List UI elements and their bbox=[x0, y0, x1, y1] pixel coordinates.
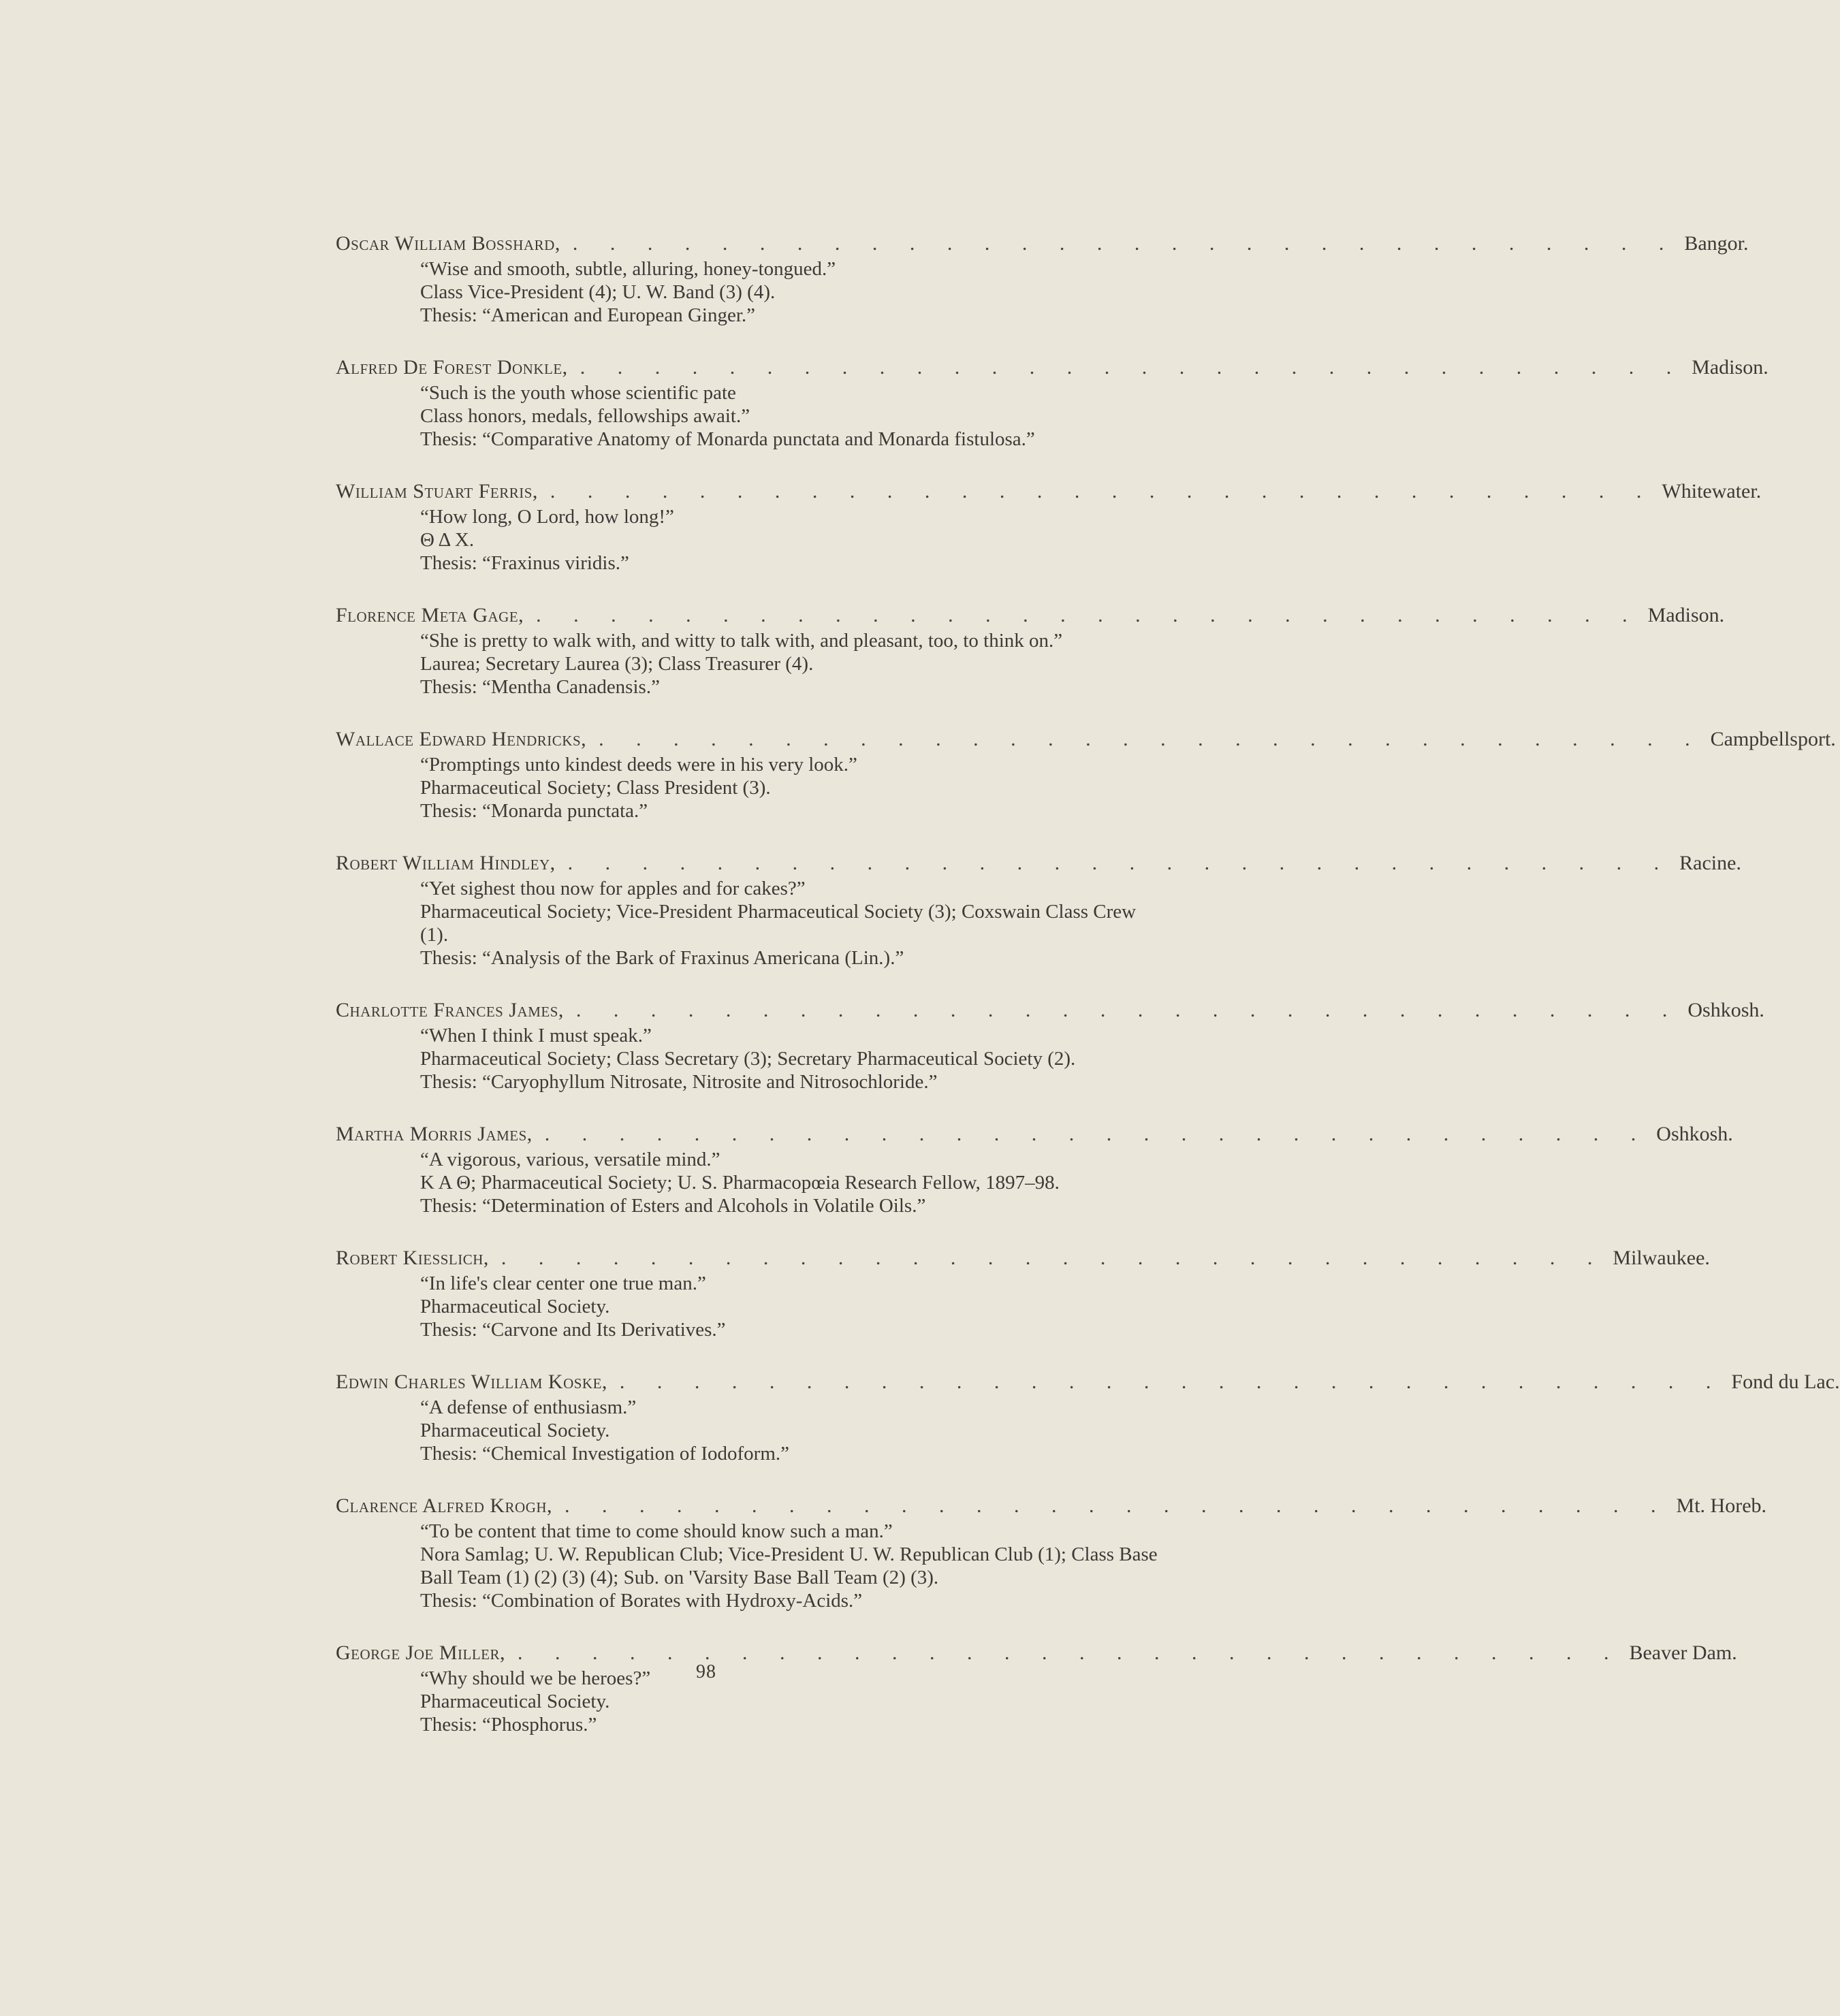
entry-heading bbox=[336, 997, 1764, 1024]
entry-honors: Pharmaceutical Society; Class Secretary (3); Secretary Pharmaceutical Society (2). bbox=[420, 1048, 1076, 1070]
entry-thesis: Thesis: “Carvone and Its Derivatives.” bbox=[420, 1319, 726, 1341]
entry-thesis: Thesis: “Phosphorus.” bbox=[420, 1714, 597, 1735]
entry-thesis: Thesis: “Chemical Investigation of Iodoform.” bbox=[420, 1443, 789, 1465]
entry-thesis: Thesis: “Comparative Anatomy of Monarda punctata and Monarda fistulosa.” bbox=[420, 428, 1035, 450]
graduate-name: Alfred De Forest Donkle, bbox=[336, 356, 568, 379]
entry-honors: Class honors, medals, fellowships await.” bbox=[420, 405, 750, 427]
hometown: Beaver Dam. bbox=[1629, 1642, 1737, 1664]
entry-honors: Pharmaceutical Society. bbox=[420, 1691, 610, 1712]
graduate-entry bbox=[336, 1121, 1733, 1217]
hometown: Oshkosh. bbox=[1687, 999, 1764, 1021]
entry-heading bbox=[336, 354, 1768, 381]
entry-quote: “A vigorous, various, versatile mind.” bbox=[420, 1149, 720, 1170]
entry-thesis: Thesis: “Determination of Esters and Alcohols in Volatile Oils.” bbox=[420, 1195, 926, 1217]
hometown: Campbellsport. bbox=[1710, 728, 1836, 750]
entry-quote: “How long, O Lord, how long!” bbox=[420, 506, 674, 528]
graduate-entry bbox=[336, 1245, 1710, 1341]
hometown: Bangor. bbox=[1684, 232, 1749, 255]
entry-heading bbox=[336, 478, 1762, 505]
dot-leader: . . . . . . . . . . . . . . . . . . . . . . . . . . . . . . bbox=[517, 1642, 1623, 1664]
entry-thesis: Thesis: “Analysis of the Bark of Fraxinus Americana (Lin.).” bbox=[420, 947, 904, 969]
graduate-entry bbox=[336, 1492, 1767, 1612]
entry-details bbox=[336, 1520, 1163, 1612]
entry-details bbox=[336, 629, 1163, 699]
entry-heading bbox=[336, 1492, 1767, 1520]
graduate-name: George Joe Miller, bbox=[336, 1642, 505, 1664]
entry-heading bbox=[336, 602, 1725, 629]
graduate-name: Robert Kiesslich, bbox=[336, 1247, 489, 1269]
graduate-name: Edwin Charles William Koske, bbox=[336, 1371, 607, 1393]
hometown: Racine. bbox=[1679, 852, 1741, 874]
hometown: Whitewater. bbox=[1662, 480, 1762, 502]
hometown: Madison. bbox=[1647, 604, 1725, 626]
graduate-entry bbox=[336, 354, 1768, 451]
hometown: Madison. bbox=[1692, 356, 1768, 379]
graduate-entry bbox=[336, 602, 1725, 699]
entry-quote: “Wise and smooth, subtle, alluring, honey-tongued.” bbox=[420, 258, 836, 280]
entry-heading bbox=[336, 850, 1741, 877]
dot-leader: . . . . . . . . . . . . . . . . . . . . . . . . . . . . . . bbox=[567, 852, 1673, 874]
graduate-entry bbox=[336, 1639, 1737, 1736]
entry-heading bbox=[336, 1369, 1840, 1396]
graduate-name: Robert William Hindley, bbox=[336, 852, 556, 874]
entry-thesis: Thesis: “Mentha Canadensis.” bbox=[420, 676, 660, 698]
graduate-list bbox=[336, 230, 1840, 1763]
entry-quote: “A defense of enthusiasm.” bbox=[420, 1396, 637, 1418]
graduate-entry bbox=[336, 726, 1836, 822]
graduate-entry bbox=[336, 850, 1741, 970]
page-number: 98 bbox=[696, 1661, 716, 1682]
entry-honors: Nora Samlag; U. W. Republican Club; Vice-President U. W. Republican Club (1); Class Base Ball Team (1) (2) (3) (4); Sub. on 'Varsity Base Ball Team (2) (3). bbox=[420, 1543, 1158, 1588]
graduate-name: Martha Morris James, bbox=[336, 1123, 533, 1145]
dot-leader: . . . . . . . . . . . . . . . . . . . . . . . . . . . . . . bbox=[575, 999, 1681, 1021]
hometown: Mt. Horeb. bbox=[1676, 1494, 1767, 1517]
graduate-name: Oscar William Bosshard, bbox=[336, 232, 560, 255]
dot-leader: . . . . . . . . . . . . . . . . . . . . . . . . . . . . . . bbox=[580, 356, 1685, 379]
entry-details bbox=[336, 753, 1163, 822]
hometown: Milwaukee. bbox=[1613, 1247, 1710, 1269]
dot-leader: . . . . . . . . . . . . . . . . . . . . . . . . . . . . . . bbox=[501, 1247, 1606, 1269]
dot-leader: . . . . . . . . . . . . . . . . . . . . . . . . . . . . . . bbox=[599, 728, 1704, 750]
entry-heading bbox=[336, 726, 1836, 753]
graduate-name: Clarence Alfred Krogh, bbox=[336, 1494, 553, 1517]
dot-leader: . . . . . . . . . . . . . . . . . . . . . . . . . . . . . . bbox=[544, 1123, 1650, 1145]
dot-leader: . . . . . . . . . . . . . . . . . . . . . . . . . . . . . . bbox=[550, 480, 1655, 502]
entry-honors: Pharmaceutical Society. bbox=[420, 1420, 610, 1441]
entry-thesis: Thesis: “Caryophyllum Nitrosate, Nitrosite and Nitrosochloride.” bbox=[420, 1071, 938, 1093]
entry-honors: Θ Δ Χ. bbox=[420, 529, 475, 551]
entry-quote: “When I think I must speak.” bbox=[420, 1025, 652, 1046]
entry-details bbox=[336, 1272, 1163, 1341]
entry-thesis: Thesis: “Monarda punctata.” bbox=[420, 800, 648, 822]
entry-honors: Pharmaceutical Society. bbox=[420, 1296, 610, 1317]
entry-quote: “Promptings unto kindest deeds were in his very look.” bbox=[420, 754, 857, 775]
graduate-entry bbox=[336, 997, 1764, 1093]
entry-details bbox=[336, 1024, 1163, 1093]
entry-details bbox=[336, 1148, 1163, 1217]
entry-details bbox=[336, 381, 1163, 451]
entry-thesis: Thesis: “Fraxinus viridis.” bbox=[420, 552, 629, 574]
entry-details bbox=[336, 1396, 1163, 1465]
graduate-name: Florence Meta Gage, bbox=[336, 604, 524, 626]
entry-quote: “Such is the youth whose scientific pate bbox=[420, 382, 736, 404]
entry-quote: “Yet sighest thou now for apples and for cakes?” bbox=[420, 878, 806, 899]
graduate-name: William Stuart Ferris, bbox=[336, 480, 538, 502]
graduate-entry bbox=[336, 230, 1749, 327]
dot-leader: . . . . . . . . . . . . . . . . . . . . . . . . . . . . . . bbox=[536, 604, 1641, 626]
entry-honors: Pharmaceutical Society; Class President (3). bbox=[420, 777, 771, 799]
hometown: Fond du Lac. bbox=[1731, 1371, 1840, 1393]
graduate-entry bbox=[336, 478, 1762, 575]
graduate-name: Charlotte Frances James, bbox=[336, 999, 564, 1021]
hometown: Oshkosh. bbox=[1656, 1123, 1733, 1145]
dot-leader: . . . . . . . . . . . . . . . . . . . . . . . . . . . . . . bbox=[572, 232, 1678, 255]
entry-details bbox=[336, 877, 1163, 970]
entry-heading bbox=[336, 1245, 1710, 1272]
graduate-entry bbox=[336, 1369, 1840, 1465]
entry-details bbox=[336, 257, 1163, 327]
dot-leader: . . . . . . . . . . . . . . . . . . . . . . . . . . . . . . bbox=[619, 1371, 1725, 1393]
entry-honors: Pharmaceutical Society; Vice-President Pharmaceutical Society (3); Coxswain Class Crew (1). bbox=[420, 901, 1137, 946]
entry-quote: “To be content that time to come should know such a man.” bbox=[420, 1520, 893, 1542]
entry-thesis: Thesis: “American and European Ginger.” bbox=[420, 304, 756, 326]
entry-heading bbox=[336, 1121, 1733, 1148]
entry-honors: Κ Α Θ; Pharmaceutical Society; U. S. Pharmacopœia Research Fellow, 1897–98. bbox=[420, 1172, 1060, 1194]
entry-quote: “She is pretty to walk with, and witty to talk with, and pleasant, too, to think on.” bbox=[420, 630, 1063, 652]
entry-details bbox=[336, 505, 1163, 575]
graduate-name: Wallace Edward Hendricks, bbox=[336, 728, 587, 750]
entry-quote: “Why should we be heroes?” bbox=[420, 1667, 651, 1689]
entry-quote: “In life's clear center one true man.” bbox=[420, 1273, 706, 1294]
entry-heading bbox=[336, 230, 1749, 257]
dot-leader: . . . . . . . . . . . . . . . . . . . . . . . . . . . . . . bbox=[565, 1494, 1670, 1517]
entry-honors: Class Vice-President (4); U. W. Band (3) (4). bbox=[420, 281, 776, 303]
entry-honors: Laurea; Secretary Laurea (3); Class Treasurer (4). bbox=[420, 653, 814, 675]
entry-thesis: Thesis: “Combination of Borates with Hydroxy-Acids.” bbox=[420, 1590, 863, 1612]
